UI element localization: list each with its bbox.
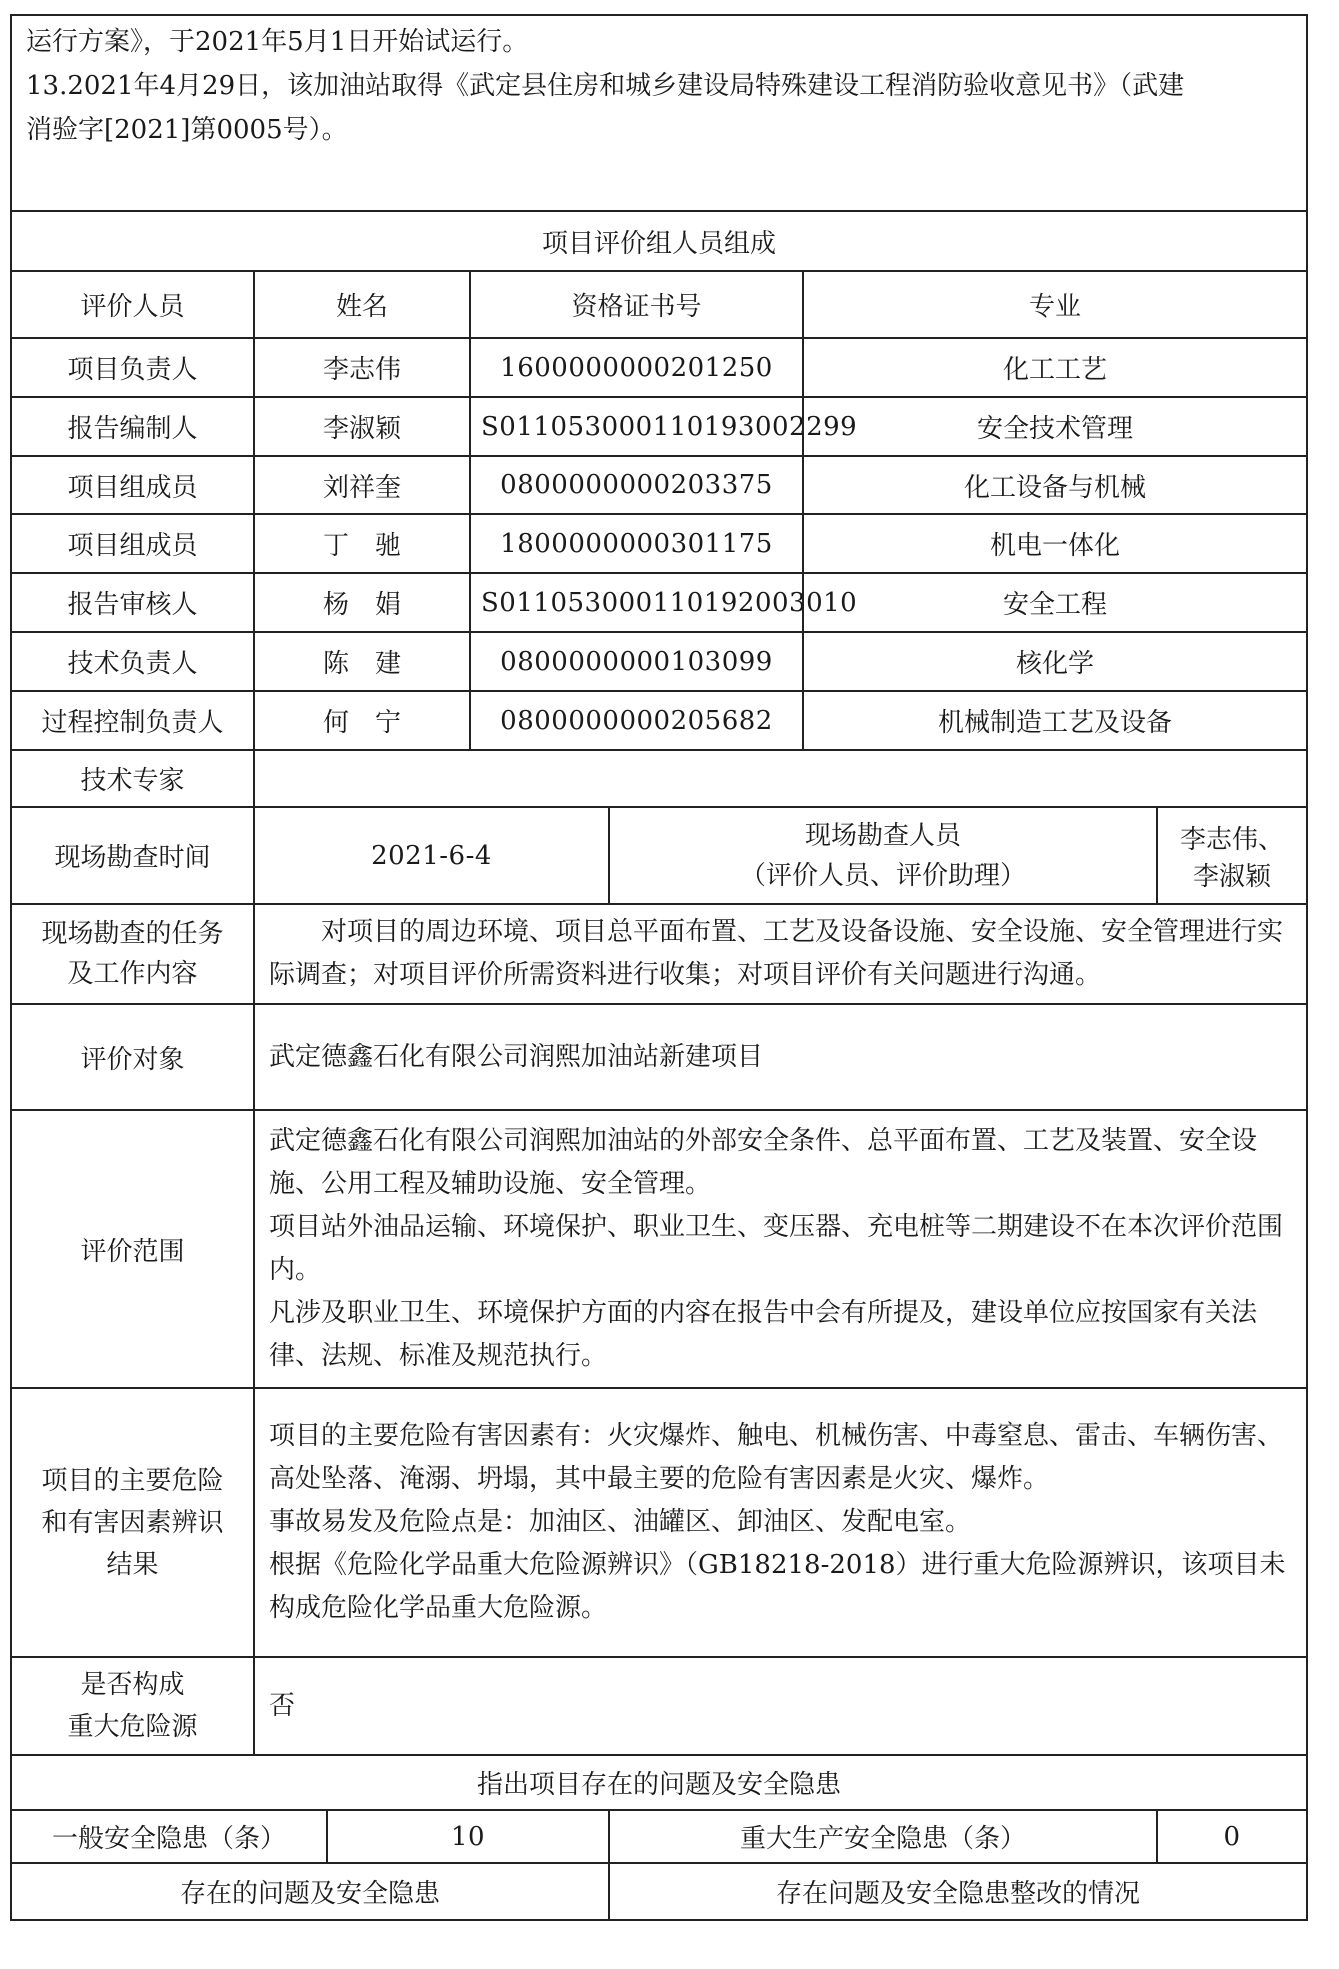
hazard-paragraph-2: 事故易发及危险点是：加油区、油罐区、卸油区、发配电室。 <box>269 1507 972 1537</box>
scope-label: 评价范围 <box>11 1110 254 1388</box>
survey-staff-label <box>609 807 1157 904</box>
table-row <box>11 632 1307 691</box>
issues-header-row <box>11 1863 1307 1920</box>
issues-column-right: 存在问题及安全隐患整改的情况 <box>609 1863 1307 1920</box>
expert-label: 技术专家 <box>11 750 254 807</box>
intro-line-1: 运行方案》，于2021年5月1日开始试运行。 <box>26 27 529 57</box>
intro-line-2: 13.2021年4月29日，该加油站取得《武定县住房和城乡建设局特殊建设工程消防验收意见书》（武建 <box>26 71 1185 101</box>
header-name: 姓名 <box>254 271 470 338</box>
member-name: 丁 驰 <box>254 514 470 573</box>
member-role: 报告编制人 <box>11 397 254 456</box>
survey-time-value: 2021-6-4 <box>254 807 609 904</box>
member-role: 项目组成员 <box>11 456 254 514</box>
hazard-value <box>254 1388 1307 1657</box>
table-row <box>11 514 1307 573</box>
major-hazard-label-1: 是否构成 <box>80 1670 185 1700</box>
report-sheet <box>10 14 1306 1921</box>
survey-staff-label-1: 现场勘查人员 <box>804 820 961 851</box>
object-value: 武定德鑫石化有限公司润熙加油站新建项目 <box>254 1004 1307 1110</box>
survey-task-row <box>11 904 1307 1004</box>
member-certificate: 0800000000203375 <box>470 456 803 514</box>
member-certificate: 1800000000301175 <box>470 514 803 573</box>
member-major: 化工设备与机械 <box>803 456 1307 514</box>
major-hazard-label <box>11 1657 254 1755</box>
member-role: 项目负责人 <box>11 338 254 397</box>
major-hazard-value: 否 <box>254 1657 1307 1755</box>
member-name: 何 宁 <box>254 691 470 750</box>
survey-staff-value: 李志伟、李淑颖 <box>1157 807 1307 904</box>
object-label: 评价对象 <box>11 1004 254 1110</box>
survey-task-label-2: 及工作内容 <box>67 959 198 989</box>
issues-title: 指出项目存在的问题及安全隐患 <box>11 1755 1307 1810</box>
intro-row <box>11 15 1307 211</box>
hazard-paragraph-3: 根据《危险化学品重大危险源辨识》（GB18218-2018）进行重大危险源辨识，该项目未构成危险化学品重大危险源。 <box>269 1550 1286 1623</box>
member-role: 技术负责人 <box>11 632 254 691</box>
member-certificate: 0800000000205682 <box>470 691 803 750</box>
member-role: 项目组成员 <box>11 514 254 573</box>
hazard-row <box>11 1388 1307 1657</box>
member-major: 机械制造工艺及设备 <box>803 691 1307 750</box>
team-header-row <box>11 271 1307 338</box>
scope-paragraph-3: 凡涉及职业卫生、环境保护方面的内容在报告中会有所提及，建设单位应按国家有关法律、法规、标准及规范执行。 <box>269 1298 1258 1371</box>
team-title: 项目评价组人员组成 <box>11 211 1307 271</box>
major-hazard-row <box>11 1657 1307 1755</box>
scope-paragraph-1: 武定德鑫石化有限公司润熙加油站的外部安全条件、总平面布置、工艺及装置、安全设施、公用工程及辅助设施、安全管理。 <box>269 1126 1258 1199</box>
member-certificate: 1600000000201250 <box>470 338 803 397</box>
survey-row <box>11 807 1307 904</box>
member-name: 刘祥奎 <box>254 456 470 514</box>
table-row <box>11 338 1307 397</box>
hazard-paragraph-1: 项目的主要危险有害因素有：火灾爆炸、触电、机械伤害、中毒窒息、雷击、车辆伤害、高处坠落、淹溺、坍塌，其中最主要的危险有害因素是火灾、爆炸。 <box>269 1421 1284 1494</box>
member-role: 过程控制负责人 <box>11 691 254 750</box>
member-certificate: S011053000110193002299 <box>470 397 803 456</box>
intro-cell <box>11 15 1307 211</box>
major-hazard-count: 0 <box>1157 1810 1307 1863</box>
member-major: 安全工程 <box>803 573 1307 632</box>
member-certificate: S011053000110192003010 <box>470 573 803 632</box>
member-name: 杨 娟 <box>254 573 470 632</box>
object-row <box>11 1004 1307 1110</box>
member-certificate: 0800000000103099 <box>470 632 803 691</box>
issues-column-left: 存在的问题及安全隐患 <box>11 1863 609 1920</box>
table-row <box>11 691 1307 750</box>
general-hazard-count: 10 <box>327 1810 609 1863</box>
survey-task-label <box>11 904 254 1004</box>
scope-row <box>11 1110 1307 1388</box>
hazard-label-3: 结果 <box>106 1549 159 1580</box>
evaluation-table <box>10 14 1308 1921</box>
expert-value <box>254 750 1307 807</box>
member-role: 报告审核人 <box>11 573 254 632</box>
issues-count-row <box>11 1810 1307 1863</box>
header-certificate: 资格证书号 <box>470 271 803 338</box>
hazard-label <box>11 1388 254 1657</box>
intro-line-3: 消验字[2021]第0005号）。 <box>26 115 348 145</box>
table-row <box>11 397 1307 456</box>
hazard-label-2: 和有害因素辨识 <box>41 1507 224 1538</box>
survey-task-label-1: 现场勘查的任务 <box>41 919 224 949</box>
member-major: 核化学 <box>803 632 1307 691</box>
general-hazard-label: 一般安全隐患（条） <box>11 1810 327 1863</box>
member-name: 李志伟 <box>254 338 470 397</box>
scope-value <box>254 1110 1307 1388</box>
survey-time-label: 现场勘查时间 <box>11 807 254 904</box>
table-row <box>11 573 1307 632</box>
member-name: 李淑颖 <box>254 397 470 456</box>
header-major: 专业 <box>803 271 1307 338</box>
scope-paragraph-2: 项目站外油品运输、环境保护、职业卫生、变压器、充电桩等二期建设不在本次评价范围内。 <box>269 1212 1284 1285</box>
table-row <box>11 456 1307 514</box>
header-role: 评价人员 <box>11 271 254 338</box>
member-major: 安全技术管理 <box>803 397 1307 456</box>
member-major: 化工工艺 <box>803 338 1307 397</box>
survey-staff-label-2: （评价人员、评价助理） <box>739 860 1026 891</box>
hazard-label-1: 项目的主要危险 <box>41 1465 224 1496</box>
major-hazard-label-2: 重大危险源 <box>67 1712 198 1742</box>
member-major: 机电一体化 <box>803 514 1307 573</box>
survey-task-value: 对项目的周边环境、项目总平面布置、工艺及设备设施、安全设施、安全管理进行实际调查；对项目评价所需资料进行收集；对项目评价有关问题进行沟通。 <box>254 904 1307 1004</box>
member-name: 陈 建 <box>254 632 470 691</box>
expert-row <box>11 750 1307 807</box>
major-hazard-count-label: 重大生产安全隐患（条） <box>609 1810 1157 1863</box>
